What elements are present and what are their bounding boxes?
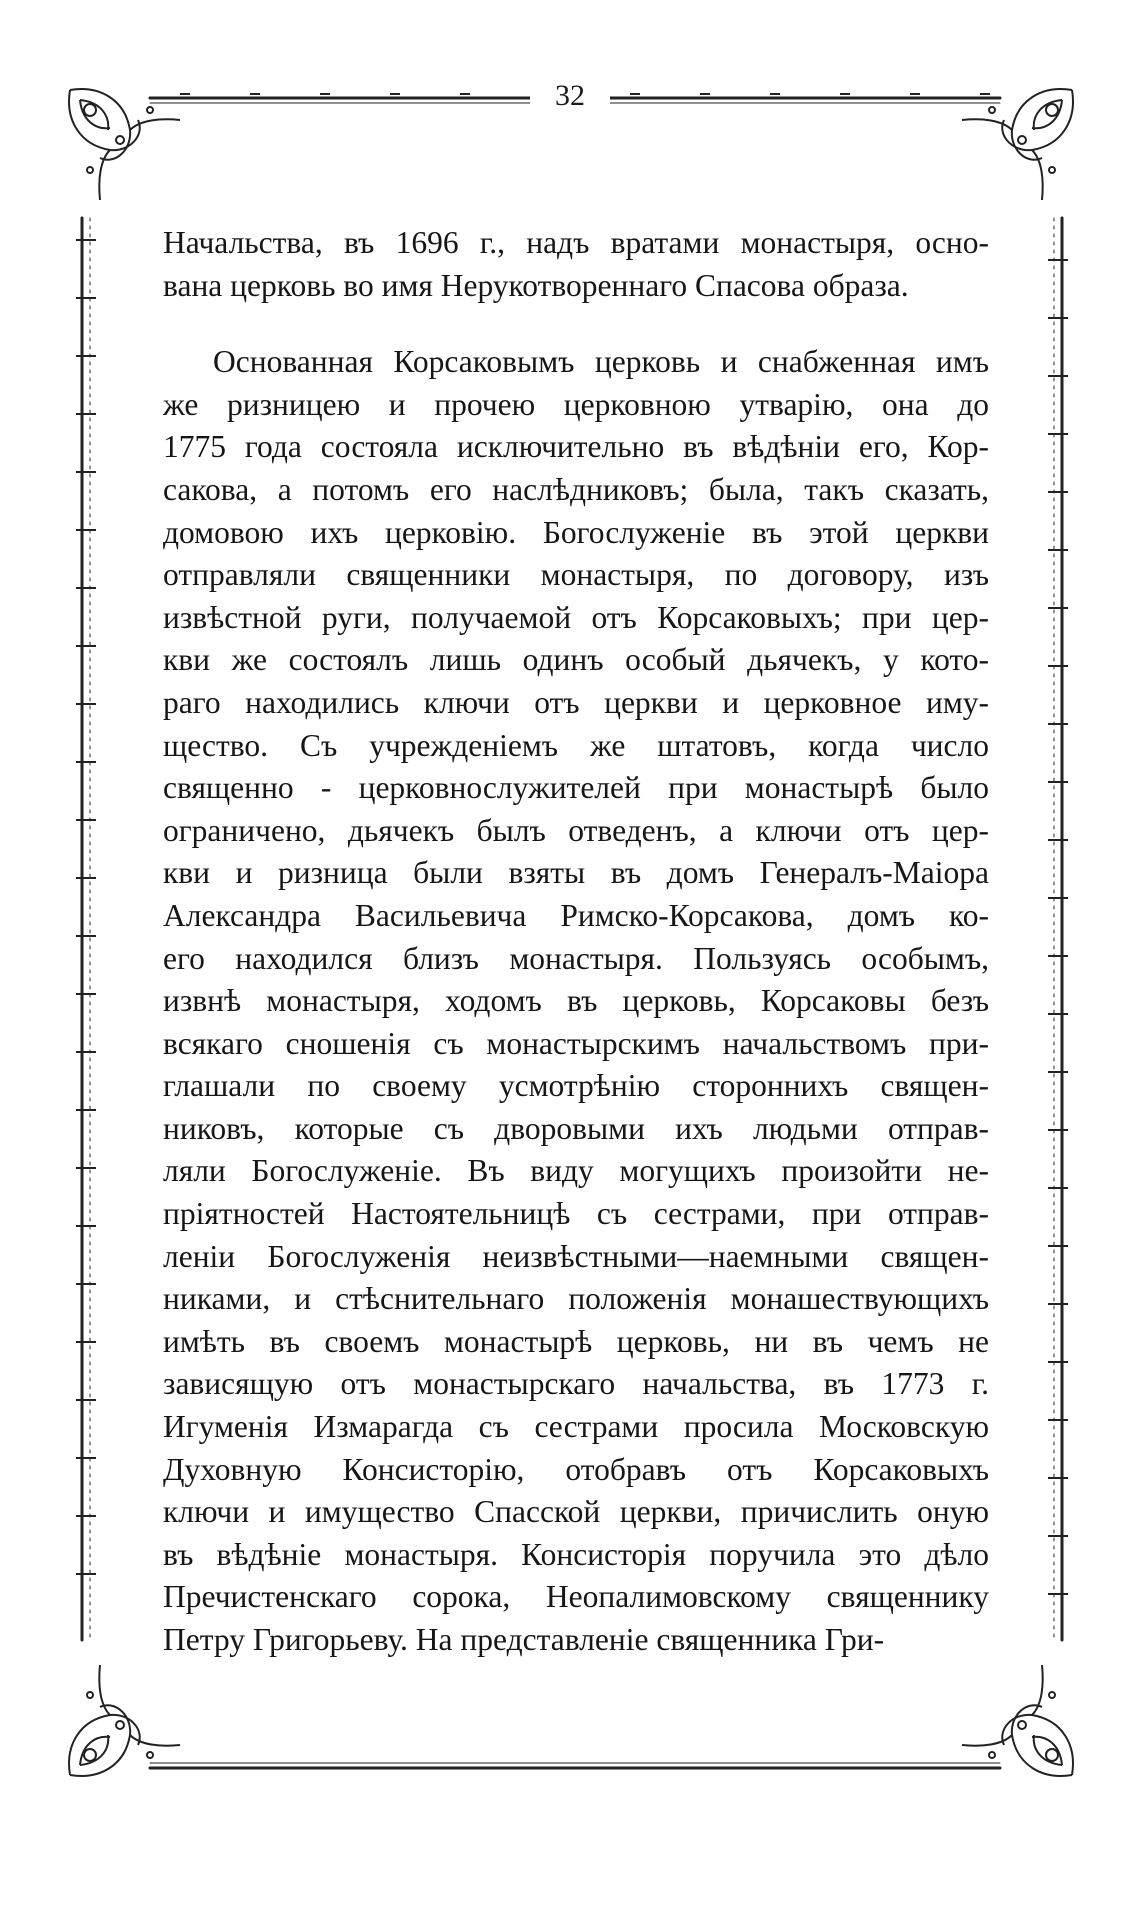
- text-line: священно - церковнослужителей при монастырѣ было: [163, 770, 989, 806]
- body-text: [163, 222, 989, 1662]
- text-line: ограничено, дьячекъ былъ отведенъ, а ключи отъ цер-: [163, 812, 989, 848]
- text-line: же ризницею и прочею церковною утварію, она до: [163, 386, 989, 422]
- text-line: всякаго сношенія съ монастырскимъ начальствомъ при-: [163, 1025, 989, 1061]
- text-line: пріятностей Настоятельницѣ съ сестрами, при отправ-: [163, 1196, 989, 1232]
- text-line: Начальства, въ 1696 г., надъ вратами монастыря, осно-: [163, 225, 989, 260]
- text-line: въ вѣдѣніе монастыря. Консисторія поручила это дѣло: [163, 1536, 989, 1572]
- text-line: сакова, а потомъ его наслѣдниковъ; была, такъ сказать,: [163, 471, 989, 507]
- text-line: Основанная Корсаковымъ церковь и снабженная имъ: [213, 344, 989, 380]
- text-line: никами, и стѣснительнаго положенія монашествующихъ: [163, 1281, 989, 1317]
- text-line: леніи Богослуженія неизвѣстными—наемными священ-: [163, 1238, 989, 1274]
- text-line: Пречистенскаго сорока, Неопалимовскому священнику: [163, 1579, 989, 1615]
- text-line: кви же состоялъ лишь одинъ особый дьячекъ, у кото-: [163, 642, 989, 678]
- text-line: Александра Васильевича Римско-Корсакова, домъ ко-: [163, 897, 989, 933]
- text-line: Игуменія Измарагда съ сестрами просила Московскую: [163, 1409, 989, 1445]
- text-line: его находился близъ монастыря. Пользуясь особымъ,: [163, 940, 989, 976]
- text-line: раго находились ключи отъ церкви и церковное иму-: [163, 684, 989, 720]
- paragraph-gap: [163, 307, 989, 341]
- text-line: зависящую отъ монастырскаго начальства, въ 1773 г.: [163, 1366, 989, 1402]
- page-number: 32: [530, 78, 610, 114]
- text-line: ляли Богослуженіе. Въ виду могущихъ произойти не-: [163, 1153, 989, 1189]
- text-line: никовъ, которые съ дворовыми ихъ людьми отправ-: [163, 1110, 989, 1146]
- text-line: имѣть въ своемъ монастырѣ церковь, ни въ чемъ не: [163, 1323, 989, 1359]
- text-line: вана церковь во имя Нерукотвореннаго Спасова образа.: [163, 267, 909, 303]
- text-line: 1775 года состояла исключительно въ вѣдѣніи его, Кор-: [163, 429, 989, 465]
- text-line: кви и ризница были взяты въ домъ Генералъ-Маіора: [163, 855, 989, 891]
- text-line: щество. Съ учрежденіемъ же штатовъ, когда число: [163, 727, 989, 763]
- text-line: Духовную Консисторію, отобравъ отъ Корсаковыхъ: [163, 1451, 989, 1487]
- text-line: глашали по своему усмотрѣнію стороннихъ священ-: [163, 1068, 989, 1104]
- text-line: ключи и имущество Спасской церкви, причислить оную: [163, 1494, 989, 1530]
- text-line: отправляли священники монастыря, по договору, изъ: [163, 557, 989, 593]
- text-line: извѣстной руги, получаемой отъ Корсаковыхъ; при цер-: [163, 599, 989, 635]
- text-line: домовою ихъ церковію. Богослуженіе въ этой церкви: [163, 514, 989, 550]
- text-line: Петру Григорьеву. На представленіе священника Гри-: [163, 1622, 885, 1657]
- text-line: извнѣ монастыря, ходомъ въ церковь, Корсаковы безъ: [163, 983, 989, 1019]
